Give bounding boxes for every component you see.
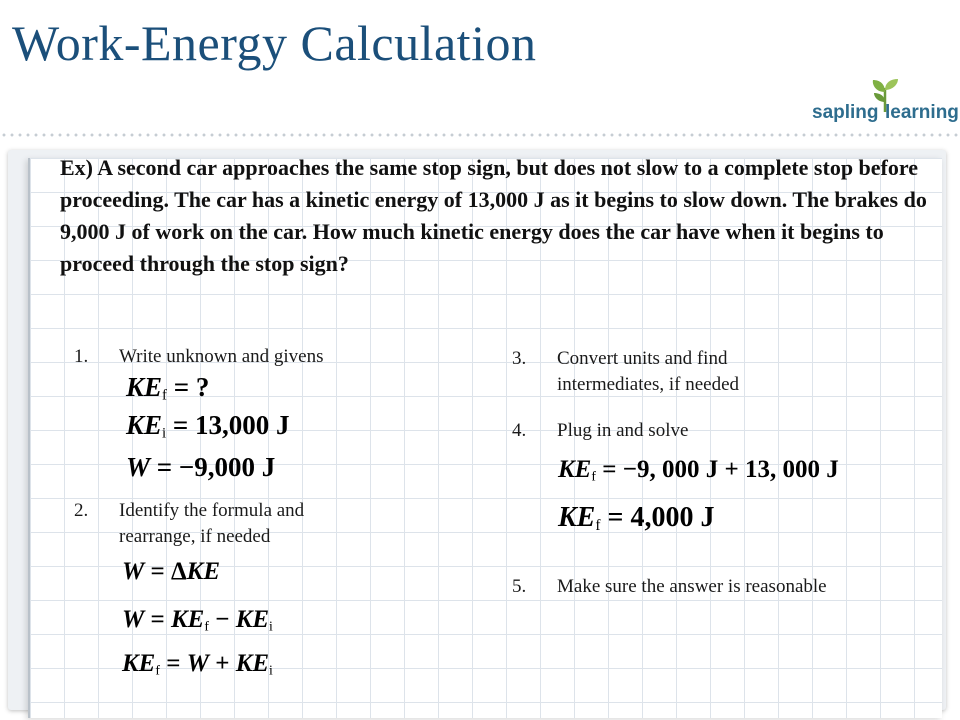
subscript-i: i bbox=[269, 662, 273, 678]
subscript-f: f bbox=[204, 618, 209, 634]
ke-symbol: KE bbox=[558, 502, 596, 533]
given-kei-value: 13,000 J bbox=[195, 410, 290, 440]
formula-work-delta-ke bbox=[122, 558, 220, 586]
given-kef bbox=[126, 372, 209, 405]
step-number: 5. bbox=[512, 576, 527, 597]
step-4 bbox=[512, 418, 932, 444]
equals-sign: = bbox=[173, 372, 190, 402]
ke-symbol: KE bbox=[235, 650, 270, 677]
subscript-f: f bbox=[155, 662, 160, 678]
equals-sign: = bbox=[172, 410, 189, 440]
w-symbol: W bbox=[126, 452, 151, 482]
subscript-i: i bbox=[162, 425, 167, 442]
w-symbol: W bbox=[122, 558, 145, 585]
plug-in-equation bbox=[558, 456, 839, 484]
w-symbol: W bbox=[122, 606, 145, 633]
question-text: Ex) A second car approaches the same stop sign, but does not slow to a complete stop before proceeding. The car has a kinetic energy of 13,000 J as it begins to slow down. The brakes do 9,000 J of work on the car. How much kinetic energy does the car have when it begins to proceed through the stop sign? bbox=[60, 155, 927, 276]
given-kei bbox=[126, 410, 290, 443]
step-1 bbox=[74, 344, 434, 370]
step-2 bbox=[74, 498, 434, 550]
subscript-f: f bbox=[591, 468, 596, 484]
subscript-i: i bbox=[269, 618, 273, 634]
equals-sign: = bbox=[156, 452, 173, 482]
step-text-line1: Convert units and find bbox=[557, 348, 728, 369]
ke-symbol: KE bbox=[186, 558, 221, 585]
delta-symbol: Δ bbox=[170, 558, 187, 585]
given-work-value: −9,000 J bbox=[178, 452, 276, 482]
equals-sign: = bbox=[607, 502, 624, 533]
result-equation bbox=[558, 502, 714, 535]
header-divider bbox=[0, 133, 960, 137]
step-5 bbox=[512, 574, 932, 600]
step-text-line2: intermediates, if needed bbox=[557, 374, 740, 395]
equals-sign: = bbox=[166, 650, 181, 677]
sapling-learning-logo bbox=[812, 78, 959, 130]
step-number: 1. bbox=[74, 346, 89, 367]
equals-sign: = bbox=[150, 606, 165, 633]
step-number: 4. bbox=[512, 420, 527, 441]
subscript-f: f bbox=[595, 516, 601, 534]
w-symbol: W bbox=[186, 650, 209, 677]
plus-sign: + bbox=[215, 650, 230, 677]
ke-symbol: KE bbox=[122, 650, 156, 677]
logo-text-learning: learning bbox=[885, 102, 959, 123]
given-work bbox=[126, 452, 275, 483]
formula-work-difference bbox=[122, 606, 273, 634]
logo-text-sapling: sapling bbox=[812, 102, 879, 123]
equals-sign: = bbox=[602, 456, 617, 483]
step-text-line2: rearrange, if needed bbox=[119, 526, 271, 547]
step-number: 3. bbox=[512, 348, 527, 369]
equals-sign: = bbox=[150, 558, 165, 585]
ke-symbol: KE bbox=[558, 456, 592, 483]
step-text-line1: Identify the formula and bbox=[119, 500, 305, 521]
given-kef-value: ? bbox=[195, 372, 210, 402]
subscript-f: f bbox=[162, 387, 167, 404]
page-title: Work-Energy Calculation bbox=[12, 15, 537, 71]
plug-in-value: −9, 000 J + 13, 000 J bbox=[622, 456, 839, 483]
minus-sign: − bbox=[215, 606, 230, 633]
result-value: 4,000 J bbox=[630, 502, 715, 533]
step-text: Write unknown and givens bbox=[119, 346, 324, 367]
ke-symbol: KE bbox=[235, 606, 270, 633]
step-text: Make sure the answer is reasonable bbox=[557, 576, 827, 597]
step-number: 2. bbox=[74, 500, 89, 521]
formula-kef-rearranged bbox=[122, 650, 273, 678]
ke-symbol: KE bbox=[170, 606, 205, 633]
step-3 bbox=[512, 346, 932, 398]
step-text: Plug in and solve bbox=[557, 420, 689, 441]
ke-symbol: KE bbox=[126, 372, 163, 402]
ke-symbol: KE bbox=[126, 410, 163, 440]
